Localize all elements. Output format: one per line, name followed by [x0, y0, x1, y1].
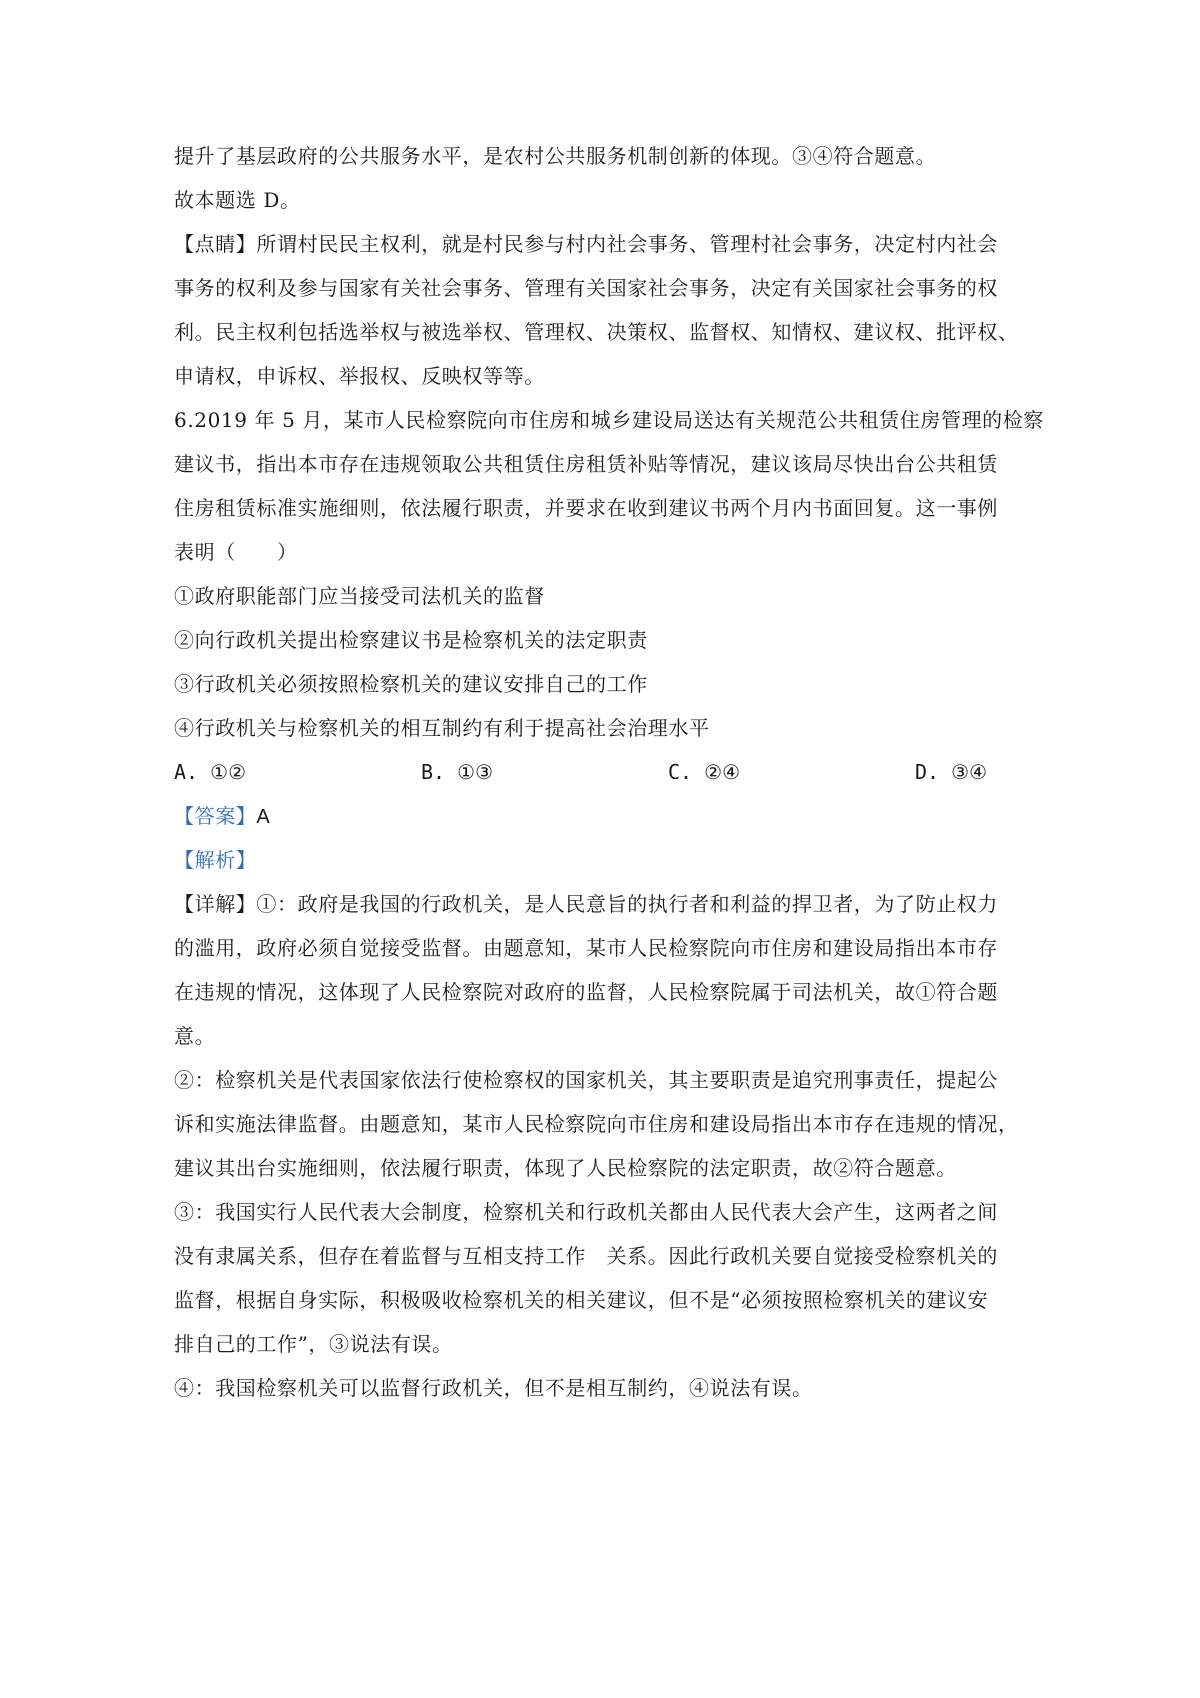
statement-2: ②向行政机关提出检察建议书是检察机关的法定职责 — [174, 628, 648, 652]
detail-line: ②：检察机关是代表国家依法行使检察权的国家机关，其主要职责是追究刑事责任，提起公 — [174, 1068, 998, 1092]
option-b-text: ①③ — [457, 760, 493, 784]
detail-line: 的滥用，政府必须自觉接受监督。由题意知，某市人民检察院向市住房和建设局指出本市存 — [174, 936, 998, 960]
tip-line: 事务的权利及参与国家有关社会事务、管理有关国家社会事务，决定有关国家社会事务的权 — [174, 276, 998, 300]
statement-4: ④行政机关与检察机关的相互制约有利于提高社会治理水平 — [174, 716, 710, 740]
option-d-label: D. — [915, 760, 940, 784]
detail-line: 建议其出台实施细则，依法履行职责，体现了人民检察院的法定职责，故②符合题意。 — [174, 1156, 957, 1180]
prev-analysis-end: 提升了基层政府的公共服务水平，是农村公共服务机制创新的体现。③④符合题意。 — [174, 144, 937, 168]
option-c — [668, 759, 740, 785]
option-c-label: C. — [668, 760, 693, 784]
detail-line: 诉和实施法律监督。由题意知，某市人民检察院向市住房和建设局指出本市存在违规的情况， — [174, 1112, 1019, 1136]
question-stem-line: 表明（ ） — [174, 540, 298, 564]
option-a — [174, 759, 246, 785]
tip-line: 【点睛】所谓村民民主权利，就是村民参与村内社会事务、管理村社会事务，决定村内社会 — [174, 232, 998, 256]
statement-3: ③行政机关必须按照检察机关的建议安排自己的工作 — [174, 672, 648, 696]
question-stem-line: 建议书，指出本市存在违规领取公共租赁住房租赁补贴等情况，建议该局尽快出台公共租赁 — [174, 452, 998, 476]
option-d-text: ③④ — [951, 760, 987, 784]
option-c-text: ②④ — [704, 760, 740, 784]
detail-line: 排自己的工作”，③说法有误。 — [174, 1332, 453, 1356]
tip-line: 申请权，申诉权、举报权、反映权等等。 — [174, 364, 545, 388]
detail-line: 没有隶属关系，但存在着监督与互相支持工作 关系。因此行政机关要自觉接受检察机关的 — [174, 1244, 998, 1268]
option-a-label: A. — [174, 760, 199, 784]
detail-line: ③：我国实行人民代表大会制度，检察机关和行政机关都由人民代表大会产生，这两者之间 — [174, 1200, 998, 1224]
detail-line: ④：我国检察机关可以监督行政机关，但不是相互制约，④说法有误。 — [174, 1376, 813, 1400]
option-d — [915, 759, 987, 785]
answer-label: 【答案】 — [174, 804, 257, 828]
question-stem-line: 住房租赁标准实施细则，依法履行职责，并要求在收到建议书两个月内书面回复。这一事例 — [174, 496, 998, 520]
prev-conclusion: 故本题选 D。 — [174, 188, 301, 212]
option-b-label: B. — [421, 760, 446, 784]
detail-line: 在违规的情况，这体现了人民检察院对政府的监督，人民检察院属于司法机关，故①符合题 — [174, 980, 998, 1004]
answer-line — [174, 803, 1054, 830]
detail-line: 意。 — [174, 1024, 216, 1048]
answer-value: A — [256, 806, 271, 828]
analysis-label: 【解析】 — [174, 848, 257, 872]
tip-line: 利。民主权利包括选举权与被选举权、管理权、决策权、监督权、知情权、建议权、批评权、 — [174, 320, 1019, 344]
option-b — [421, 759, 493, 785]
statement-1: ①政府职能部门应当接受司法机关的监督 — [174, 584, 545, 608]
question-stem-line: 6.2019 年 5 月，某市人民检察院向市住房和城乡建设局送达有关规范公共租赁住房管理的检察 — [174, 408, 1044, 432]
detail-line: 监督，根据自身实际，积极吸收检察机关的相关建议，但不是“必须按照检察机关的建议安 — [174, 1288, 989, 1312]
option-a-text: ①② — [210, 760, 246, 784]
detail-line: 【详解】①：政府是我国的行政机关，是人民意旨的执行者和利益的捍卫者，为了防止权力 — [174, 892, 998, 916]
